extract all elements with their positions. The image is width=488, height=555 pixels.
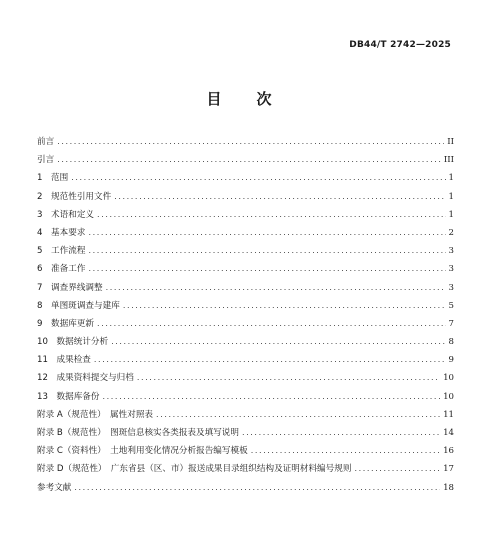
- toc-dot-leader: [156, 410, 440, 419]
- toc-entry[interactable]: [37, 371, 454, 389]
- toc-dot-leader: [137, 373, 440, 382]
- toc-entry-label: 11 成果检查: [37, 355, 91, 366]
- toc-entry[interactable]: [37, 408, 454, 426]
- toc-entry-label: 3 术语和定义: [37, 209, 95, 220]
- toc-entry-label: 7 调查界线调整: [37, 282, 103, 293]
- document-code: DB44/T 2742—2025: [349, 40, 451, 50]
- toc-entry-page-number: 1: [448, 191, 454, 202]
- toc-entry[interactable]: [37, 481, 454, 499]
- toc-dot-leader: [57, 155, 441, 164]
- toc-entry-label: 前言: [37, 137, 55, 147]
- toc-dot-leader: [114, 192, 445, 201]
- toc-entry[interactable]: [37, 244, 454, 262]
- toc-dot-leader: [57, 137, 444, 146]
- toc-dot-leader: [123, 301, 446, 310]
- toc-entry[interactable]: [37, 444, 454, 462]
- toc-entry[interactable]: [37, 462, 454, 480]
- toc-entry-page-number: 1: [448, 173, 454, 184]
- toc-entry-page-number: 17: [443, 464, 454, 475]
- toc-entry[interactable]: [37, 208, 454, 226]
- toc-entry-page-number: II: [447, 137, 454, 147]
- toc-dot-leader: [111, 337, 445, 346]
- page-title: 目 次: [206, 90, 282, 108]
- toc-dot-leader: [97, 210, 446, 219]
- toc-entry-page-number: 5: [448, 300, 454, 311]
- toc-entry[interactable]: [37, 335, 454, 353]
- toc-entry-page-number: 3: [448, 282, 454, 293]
- toc-entry[interactable]: [37, 390, 454, 408]
- toc-entry[interactable]: [37, 190, 454, 208]
- toc-entry-page-number: 16: [443, 446, 454, 457]
- toc-entry-label: 附录 B（规范性） 图斑信息核实各类报表及填写说明: [37, 428, 239, 438]
- table-of-contents: [37, 135, 454, 499]
- toc-entry-page-number: 14: [443, 428, 454, 438]
- toc-entry-page-number: 3: [448, 264, 454, 275]
- toc-entry-page-number: 3: [448, 246, 454, 257]
- toc-entry-label: 4 基本要求: [37, 227, 86, 238]
- toc-entry[interactable]: [37, 171, 454, 189]
- toc-dot-leader: [88, 264, 445, 273]
- toc-entry[interactable]: [37, 281, 454, 299]
- toc-dot-leader: [71, 173, 445, 182]
- toc-dot-leader: [251, 446, 440, 455]
- toc-dot-leader: [88, 246, 445, 255]
- toc-dot-leader: [88, 228, 445, 237]
- toc-entry-page-number: 2: [448, 227, 454, 238]
- toc-entry-page-number: 11: [443, 409, 454, 420]
- toc-entry[interactable]: [37, 426, 454, 444]
- toc-entry-label: 5 工作流程: [37, 246, 86, 257]
- toc-entry-label: 附录 D（规范性） 广东省县（区、市）报送成果目录组织结构及证明材料编号规则: [37, 464, 352, 475]
- toc-dot-leader: [94, 355, 446, 364]
- toc-entry-label: 附录 C（资料性） 土地利用变化情况分析报告编写模板: [37, 446, 248, 457]
- toc-entry[interactable]: [37, 317, 454, 335]
- toc-entry-label: 9 数据库更新: [37, 318, 95, 329]
- toc-entry-page-number: 8: [448, 337, 454, 348]
- toc-entry[interactable]: [37, 299, 454, 317]
- toc-entry[interactable]: [37, 226, 454, 244]
- toc-dot-leader: [106, 283, 446, 292]
- toc-entry-label: 10 数据统计分析: [37, 337, 109, 348]
- toc-entry-page-number: 18: [443, 482, 454, 493]
- toc-dot-leader: [103, 392, 441, 401]
- toc-entry-label: 1 范围: [37, 173, 69, 184]
- toc-entry-label: 6 准备工作: [37, 264, 86, 275]
- toc-entry-page-number: 10: [443, 391, 454, 402]
- toc-entry-label: 引言: [37, 155, 55, 166]
- toc-entry-page-number: 1: [448, 209, 454, 220]
- toc-dot-leader: [74, 483, 440, 492]
- toc-entry-label: 13 数据库备份: [37, 391, 100, 402]
- toc-entry[interactable]: [37, 262, 454, 280]
- toc-dot-leader: [354, 464, 440, 473]
- toc-dot-leader: [242, 428, 440, 437]
- toc-entry-page-number: 9: [448, 355, 454, 366]
- toc-entry-label: 2 规范性引用文件: [37, 191, 112, 202]
- toc-entry-page-number: III: [443, 155, 454, 166]
- toc-entry-label: 8 单图斑调查与建库: [37, 300, 120, 311]
- toc-entry-label: 附录 A（规范性） 属性对照表: [37, 409, 154, 420]
- toc-entry-label: 参考文献: [37, 482, 72, 493]
- toc-entry-label: 12 成果资料提交与归档: [37, 373, 134, 384]
- toc-entry-page-number: 10: [443, 373, 454, 384]
- toc-dot-leader: [97, 319, 446, 328]
- toc-entry-page-number: 7: [448, 318, 454, 329]
- toc-entry[interactable]: [37, 353, 454, 371]
- toc-entry[interactable]: [37, 153, 454, 171]
- toc-entry[interactable]: [37, 135, 454, 153]
